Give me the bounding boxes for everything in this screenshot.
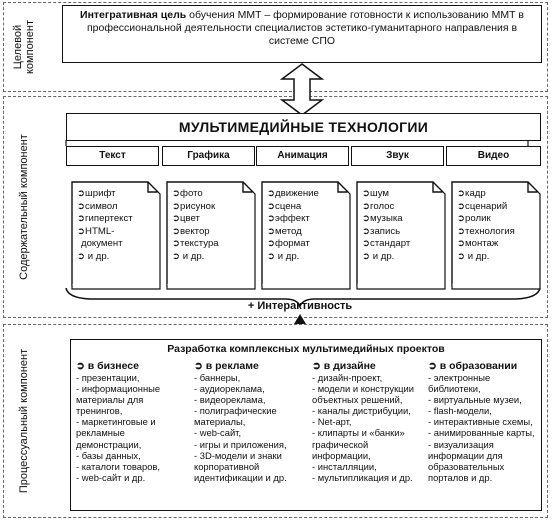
list-item: графической bbox=[312, 438, 369, 450]
list-item: - 3D-модели и знаки bbox=[194, 449, 282, 461]
list-item: ➲голос bbox=[362, 200, 395, 212]
list-item: ➲ и др. bbox=[457, 250, 490, 262]
projects-column-business bbox=[76, 360, 191, 483]
list-item: - web-сайт, bbox=[194, 427, 242, 439]
list-item: ➲ и др. bbox=[77, 250, 110, 262]
list-item: ➲символ bbox=[77, 200, 118, 212]
doc-graphics bbox=[167, 185, 251, 264]
list-item: ➲стандарт bbox=[362, 238, 411, 250]
list-item: - каналы дистрибуции, bbox=[312, 405, 411, 417]
list-item: ➲формат bbox=[267, 238, 310, 250]
list-item: - модели и конструкции bbox=[312, 383, 415, 395]
column-heading: ➲ в рекламе bbox=[194, 360, 259, 372]
column-heading: ➲ в бизнесе bbox=[76, 360, 139, 372]
projects-column-education bbox=[428, 360, 542, 483]
multimedia-title: МУЛЬТИМЕДИЙНЫЕ ТЕХНОЛОГИИ bbox=[178, 119, 429, 135]
list-item: ➲фото bbox=[172, 188, 203, 199]
list-item: образовательных bbox=[428, 460, 505, 472]
list-item: ➲метод bbox=[267, 225, 302, 237]
list-item: ➲вектор bbox=[172, 225, 210, 237]
list-item: идентификации и др. bbox=[194, 471, 287, 483]
list-item: ➲гипертекст bbox=[77, 213, 133, 225]
list-item: - каталоги товаров, bbox=[76, 460, 160, 472]
tab-sound-label: Звук bbox=[386, 150, 409, 161]
list-item: материалы, bbox=[194, 416, 246, 428]
list-item: ➲сценарий bbox=[457, 200, 508, 212]
list-item: - визуализация bbox=[428, 438, 494, 450]
list-item: рекламные bbox=[76, 427, 125, 439]
list-item: ➲ и др. bbox=[267, 250, 300, 262]
list-item: ➲ и др. bbox=[362, 250, 395, 262]
goal-text: обучения ММТ – формирование готовности к использованию ММТ в профессиональной деятельности специалистов эстетико-гуманитарного направления в системе СПО bbox=[86, 9, 524, 47]
list-item: ➲кадр bbox=[457, 188, 486, 199]
list-item: порталов и др. bbox=[428, 471, 493, 483]
projects-column-design bbox=[312, 360, 430, 483]
list-item: - информационные bbox=[76, 383, 161, 395]
list-item: ➲технология bbox=[457, 225, 515, 237]
content-component-label: Содержательный компонент bbox=[18, 134, 31, 280]
list-item: - интерактивные схемы, bbox=[428, 416, 533, 428]
doc-animation bbox=[262, 185, 346, 264]
list-item: - игры и приложения, bbox=[194, 438, 287, 450]
list-item: - презентации, bbox=[76, 372, 140, 383]
tab-graphics-label: Графика bbox=[187, 150, 230, 161]
list-item: ➲HTML- bbox=[77, 225, 115, 237]
doc-sound bbox=[357, 185, 441, 264]
list-item: ➲монтаж bbox=[457, 238, 499, 250]
list-item: - видеореклама, bbox=[194, 394, 266, 406]
list-item: - базы данных, bbox=[76, 449, 141, 461]
list-item: ➲шрифт bbox=[77, 188, 116, 199]
process-component-label: Процессуальный компонент bbox=[18, 348, 31, 494]
list-item: ➲эффект bbox=[267, 213, 310, 225]
list-item: - дизайн-проект, bbox=[312, 372, 383, 383]
list-item: ➲музыка bbox=[362, 213, 403, 225]
list-item: ➲ролик bbox=[457, 213, 491, 225]
list-item: - анимированные карты, bbox=[428, 427, 535, 439]
list-item: - клипарты и «банки» bbox=[312, 427, 405, 439]
list-item: объектных решений, bbox=[312, 394, 403, 406]
list-item: - аудиореклама, bbox=[194, 383, 265, 395]
list-item: ➲цвет bbox=[172, 213, 200, 225]
list-item: - мультипликация и др. bbox=[312, 471, 413, 483]
list-item: - маркетинговые и bbox=[76, 416, 156, 428]
list-item: информации для bbox=[428, 449, 503, 461]
interactivity-label: + Интерактивность bbox=[247, 300, 353, 312]
list-item: тренингов, bbox=[76, 405, 123, 417]
tab-text-label: Текст bbox=[99, 150, 126, 161]
tab-video-label: Видео bbox=[477, 150, 510, 161]
goal-lead: Интегративная цель bbox=[80, 9, 187, 21]
tab-animation-label: Анимация bbox=[277, 150, 328, 161]
list-item: - электронные bbox=[428, 372, 491, 383]
list-item: - виртуальные музеи, bbox=[428, 394, 522, 406]
list-item: материалы для bbox=[76, 394, 144, 406]
list-item: информации, bbox=[312, 449, 371, 461]
list-item: - инсталляции, bbox=[312, 460, 377, 472]
list-item: - Net-арт, bbox=[312, 416, 352, 428]
list-item: корпоративной bbox=[194, 460, 260, 472]
list-item: демонстрации, bbox=[76, 438, 142, 450]
list-item: библиотеки, bbox=[428, 383, 481, 395]
list-item: документ bbox=[81, 238, 123, 250]
list-item: - баннеры, bbox=[194, 372, 241, 383]
target-component-label: Целевой компонент bbox=[12, 20, 36, 74]
list-item: ➲запись bbox=[362, 225, 401, 237]
list-item: - flash-модели, bbox=[428, 405, 492, 417]
doc-text bbox=[72, 185, 156, 264]
projects-column-advertising bbox=[194, 360, 312, 483]
column-heading: ➲ в дизайне bbox=[312, 360, 376, 372]
doc-video bbox=[452, 185, 536, 264]
list-item: - web-сайт и др. bbox=[76, 471, 146, 483]
projects-title: Разработка комплексных мультимедийных проектов bbox=[167, 343, 445, 355]
list-item: - полиграфические bbox=[194, 405, 277, 417]
list-item: ➲рисунок bbox=[172, 200, 216, 212]
list-item: ➲ и др. bbox=[172, 250, 205, 262]
list-item: ➲движение bbox=[267, 188, 319, 199]
list-item: ➲текстура bbox=[172, 238, 219, 250]
list-item: ➲шум bbox=[362, 188, 390, 199]
column-heading: ➲ в образовании bbox=[428, 360, 518, 372]
list-item: ➲сцена bbox=[267, 200, 302, 212]
